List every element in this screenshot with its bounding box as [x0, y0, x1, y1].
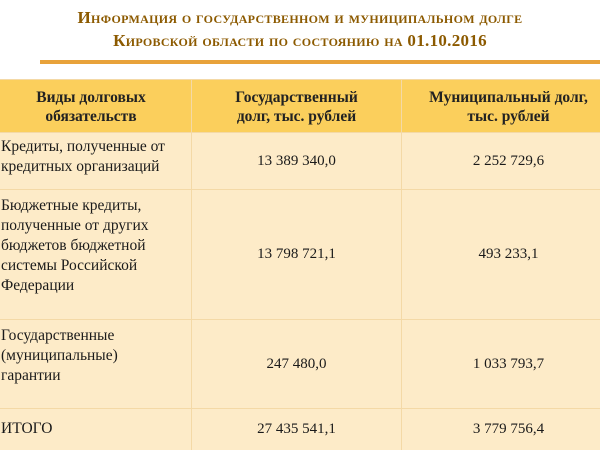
header-municipal-debt-line1: Муниципальный долг,	[429, 89, 588, 106]
row-label-budget-credits	[0, 190, 192, 320]
row-label-line: бюджетов бюджетной	[1, 237, 146, 254]
municipal-debt-value: 2 252 729,6	[402, 133, 600, 190]
table-row-total	[0, 409, 600, 450]
state-debt-value: 247 480,0	[192, 320, 402, 409]
header-debt-type-line2: обязательств	[45, 108, 137, 125]
debt-table	[0, 79, 600, 450]
row-label-credit-orgs	[0, 133, 192, 190]
table-row	[0, 133, 600, 190]
table-row	[0, 320, 600, 409]
header-debt-type	[0, 80, 192, 133]
state-debt-total: 27 435 541,1	[192, 409, 402, 450]
header-municipal-debt	[402, 80, 600, 133]
table-header-row	[0, 80, 600, 133]
header-state-debt	[192, 80, 402, 133]
row-label-line: Кредиты, полученные от	[1, 138, 165, 155]
row-label-line: Бюджетные кредиты,	[1, 197, 142, 214]
row-label-line: системы Российской	[1, 257, 138, 274]
page-title	[0, 6, 600, 52]
header-state-debt-line1: Государственный	[235, 89, 358, 106]
title-divider	[40, 60, 600, 64]
title-line-2: Кировской области по состоянию на 01.10.2016	[113, 31, 487, 50]
row-label-line: Государственные	[1, 327, 115, 344]
debt-table-container	[0, 79, 600, 450]
table-row	[0, 190, 600, 320]
municipal-debt-value: 1 033 793,7	[402, 320, 600, 409]
row-label-line: ИТОГО	[1, 420, 53, 437]
header-debt-type-line1: Виды долговых	[36, 89, 146, 106]
state-debt-value: 13 798 721,1	[192, 190, 402, 320]
row-label-line: гарантии	[1, 367, 61, 384]
municipal-debt-value: 493 233,1	[402, 190, 600, 320]
header-state-debt-line2: долг, тыс. рублей	[236, 108, 357, 125]
row-label-line: (муниципальные)	[1, 347, 118, 364]
row-label-total	[0, 409, 192, 450]
title-line-1: Информация о государственном и муниципальном долге	[77, 8, 523, 27]
row-label-line: полученные от других	[1, 217, 149, 234]
row-label-guarantees	[0, 320, 192, 409]
row-label-line: кредитных организаций	[1, 158, 160, 175]
state-debt-value: 13 389 340,0	[192, 133, 402, 190]
row-label-line: Федерации	[1, 277, 75, 294]
municipal-debt-total: 3 779 756,4	[402, 409, 600, 450]
header-municipal-debt-line2: тыс. рублей	[467, 108, 550, 125]
